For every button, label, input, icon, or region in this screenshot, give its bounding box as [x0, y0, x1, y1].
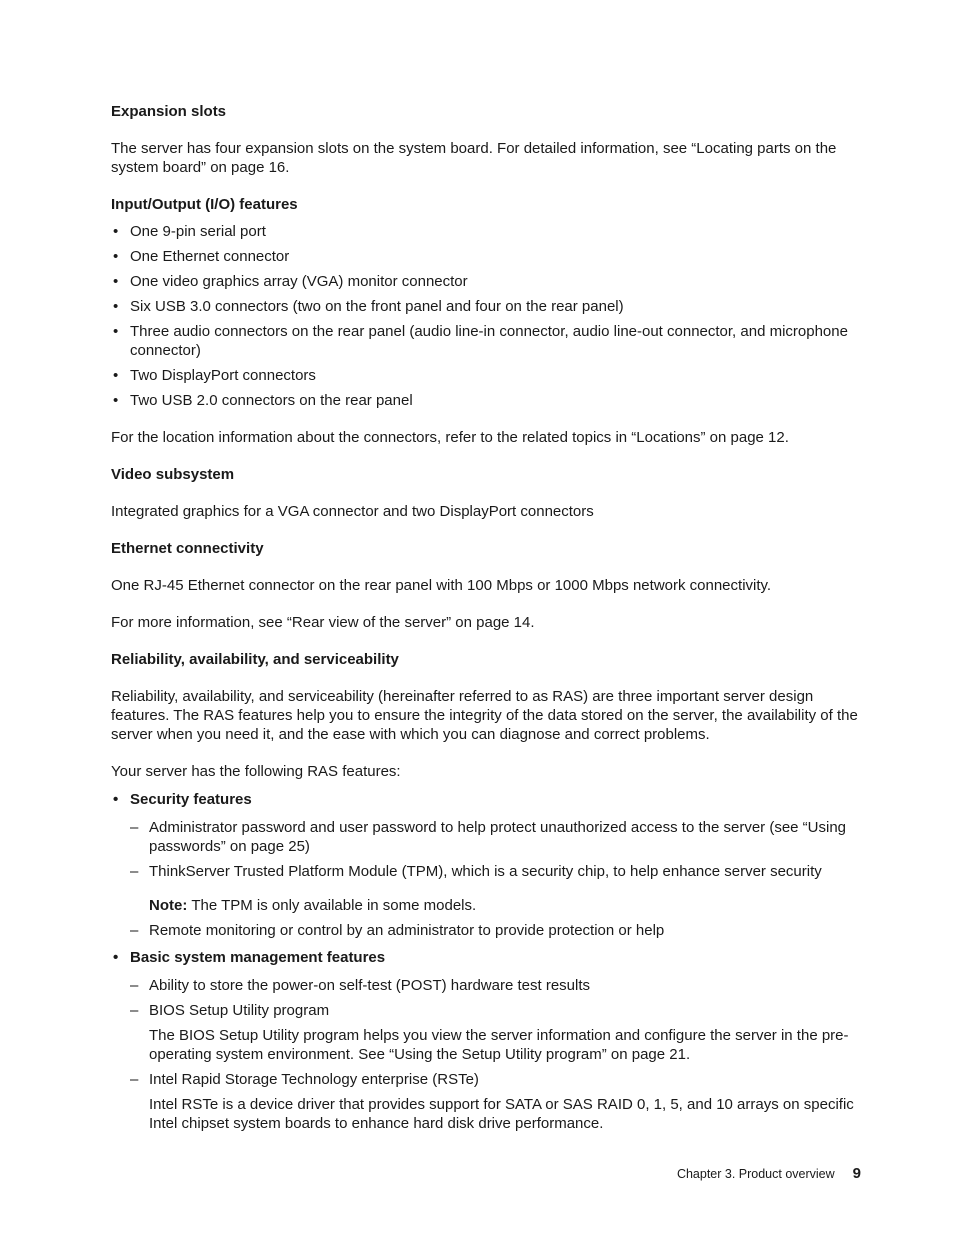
list-item: • One 9-pin serial port: [111, 222, 866, 241]
list-item: – Administrator password and user password to help protect unauthorized access to the server (see “Using passwords” on page 25): [130, 818, 866, 856]
ras-lead-text: Your server has the following RAS features:: [111, 763, 401, 780]
list-item: • One video graphics array (VGA) monitor connector: [111, 272, 866, 291]
ras-heading: Reliability, availability, and serviceability: [111, 651, 399, 668]
connector-location-text: For the location information about the connectors, refer to the related topics in “Locations” on page 12.: [111, 429, 789, 446]
note-text: The TPM is only available in some models.: [191, 897, 477, 914]
io-features-list: [111, 222, 866, 410]
note-label: Note:: [149, 897, 188, 914]
page-footer: [677, 1164, 861, 1184]
management-features-list: [130, 976, 866, 1133]
management-features-label: Basic system management features: [130, 949, 386, 966]
rste-description: Intel RSTe is a device driver that provides support for SATA or SAS RAID 0, 1, 5, and 10 arrays on specific Intel chipset system boards to enhance hard disk drive performance.: [149, 1096, 854, 1132]
rste-item-text: Intel Rapid Storage Technology enterprise (RSTe): [149, 1071, 479, 1088]
tpm-note: [149, 896, 866, 915]
list-item: • Two DisplayPort connectors: [111, 366, 866, 385]
list-item: • Two USB 2.0 connectors on the rear panel: [111, 391, 866, 410]
security-features-list: [130, 818, 866, 940]
bios-item-text: BIOS Setup Utility program: [149, 1002, 330, 1019]
expansion-slots-text: The server has four expansion slots on the system board. For detailed information, see “Locating parts on the system board” on page 16.: [111, 140, 837, 176]
tpm-item-text: ThinkServer Trusted Platform Module (TPM), which is a security chip, to help enhance server security: [149, 863, 822, 880]
security-features-label: Security features: [130, 791, 252, 808]
ethernet-heading: Ethernet connectivity: [111, 540, 264, 557]
list-item: [130, 862, 866, 915]
list-item: • Six USB 3.0 connectors (two on the front panel and four on the rear panel): [111, 297, 866, 316]
ethernet-text: One RJ-45 Ethernet connector on the rear panel with 100 Mbps or 1000 Mbps network connectivity.: [111, 577, 772, 594]
list-item: • Three audio connectors on the rear panel (audio line-in connector, audio line-out connector, and microphone connector): [111, 322, 866, 360]
page-number: 9: [852, 1165, 861, 1182]
ras-intro-text: Reliability, availability, and serviceability (hereinafter referred to as RAS) are three important server design features. The RAS features help you to ensure the integrity of the data stored on the server, the availability of the server when you need it, and the ease with which you can diagnose and correct problems.: [111, 688, 858, 743]
bios-description: The BIOS Setup Utility program helps you view the server information and configure the server in the pre-operating system environment. See “Using the Setup Utility program” on page 21.: [149, 1027, 849, 1063]
list-item: • One Ethernet connector: [111, 247, 866, 266]
ras-security-item: [111, 790, 866, 940]
ethernet-more-text: For more information, see “Rear view of the server” on page 14.: [111, 614, 535, 631]
list-item: [130, 1070, 866, 1133]
io-features-heading: Input/Output (I/O) features: [111, 196, 298, 213]
ras-features-list: [111, 790, 866, 1133]
list-item: [130, 1001, 866, 1064]
video-subsystem-heading: Video subsystem: [111, 466, 235, 483]
expansion-slots-heading: Expansion slots: [111, 103, 227, 120]
document-page: [111, 102, 866, 1139]
list-item: – Ability to store the power-on self-test (POST) hardware test results: [130, 976, 866, 995]
chapter-title: Chapter 3. Product overview: [676, 1167, 835, 1181]
video-subsystem-text: Integrated graphics for a VGA connector and two DisplayPort connectors: [111, 503, 594, 520]
ras-management-item: [111, 948, 866, 1133]
list-item: – Remote monitoring or control by an administrator to provide protection or help: [130, 921, 866, 940]
